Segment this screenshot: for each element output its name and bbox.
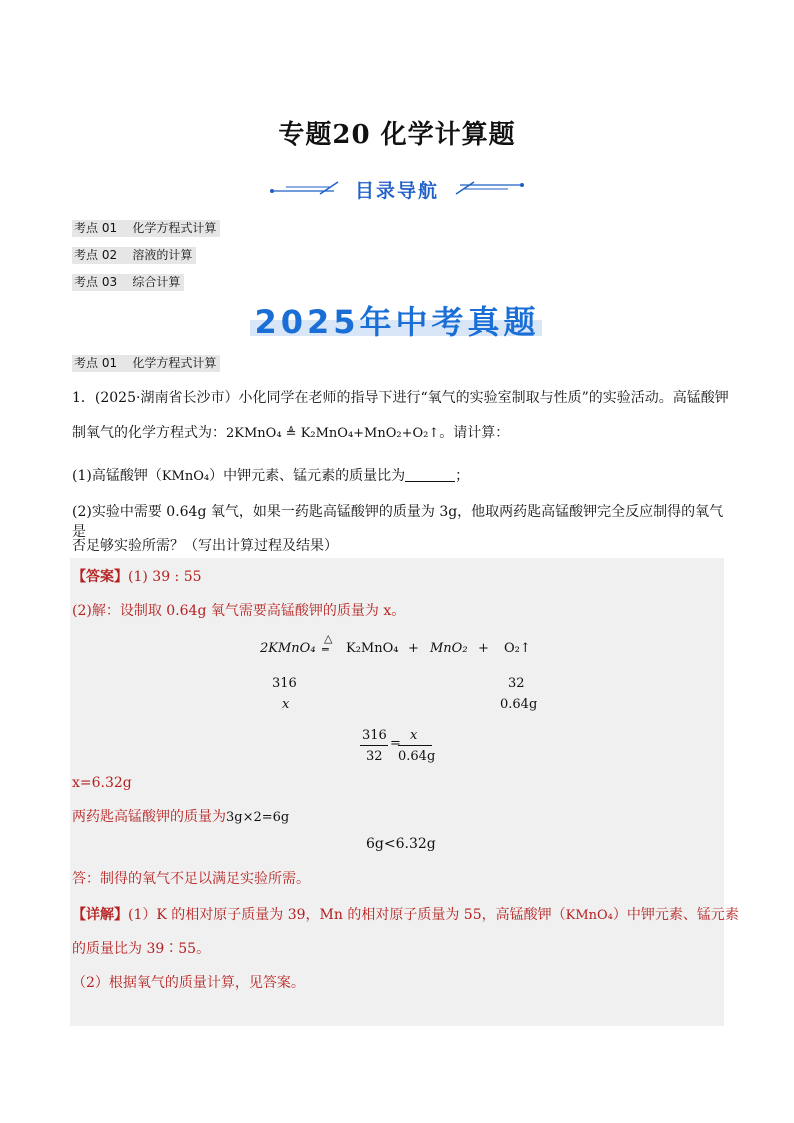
question-equation: 2KMnO₄ ≜ K₂MnO₄+MnO₂+O₂↑: [226, 426, 440, 441]
answer-blank: [405, 467, 455, 482]
section-label: 考点 01 化学方程式计算: [72, 355, 220, 372]
ratio-left-den: 32: [366, 749, 383, 764]
question-part-1: (1)高锰酸钾（KMnO₄）中钾元素、锰元素的质量比为 ；: [72, 468, 470, 484]
ratio-right-num: x: [410, 728, 418, 743]
eq-mass-reactant: 316: [272, 676, 297, 691]
ratio-equals: =: [390, 736, 401, 751]
toc-item[interactable]: 考点 01 化学方程式计算: [72, 220, 220, 237]
toc-item[interactable]: 考点 03 综合计算: [72, 274, 184, 291]
eq-product-2: MnO₂: [430, 641, 468, 656]
question-line-1: 1．(2025·湖南省长沙市）小化同学在老师的指导下进行“氧气的实验室制取与性质”的实验活动。高锰酸钾: [72, 390, 729, 406]
eq-product-1: K₂MnO₄: [346, 641, 399, 656]
question-part-2-line-2: 否足够实验所需？（写出计算过程及结果）: [72, 538, 338, 554]
eq-condition: △: [324, 632, 333, 645]
ratio-right-den: 0.64g: [398, 749, 436, 764]
detail-line-1: 【详解】(1）K 的相对原子质量为 39，Mn 的相对原子质量为 55，高锰酸钾（KMnO₄）中钾元素、锰元素: [72, 907, 739, 923]
eq-plus-1: +: [408, 641, 419, 656]
section-banner: 2025年中考真题: [254, 303, 540, 341]
ratio-right-bar: [398, 745, 432, 746]
eq-given: 0.64g: [500, 697, 538, 712]
eq-unknown: x: [282, 697, 290, 712]
eq-plus-2: +: [478, 641, 489, 656]
answer-part-2-intro: (2)解：设制取 0.64g 氧气需要高锰酸钾的质量为 x。: [72, 603, 406, 619]
answer-conclusion: 答：制得的氧气不足以满足实验所需。: [72, 871, 310, 887]
detail-line-2: 的质量比为 39∶55。: [72, 941, 211, 957]
page-title: 专题20 化学计算题: [278, 120, 516, 150]
eq-mass-o2: 32: [508, 676, 525, 691]
detail-line-3: （2）根据氧气的质量计算，见答案。: [72, 975, 305, 991]
toc-header: [0, 172, 794, 204]
toc-header-label: 目录导航: [354, 180, 439, 202]
ratio-left-bar: [360, 745, 388, 746]
toc-item[interactable]: 考点 02 溶液的计算: [72, 247, 196, 264]
eq-arrow: ═: [322, 643, 329, 656]
comparison: 6g<6.32g: [366, 836, 436, 852]
eq-product-3: O₂↑: [504, 641, 531, 656]
question-part-2-line-1: (2)实验中需要 0.64g 氧气，如果一药匙高锰酸钾的质量为 3g，他取两药匙高锰酸钾完全反应制得的氧气是: [72, 504, 724, 540]
question-line-2: 制氧气的化学方程式为：2KMnO₄ ≜ K₂MnO₄+MnO₂+O₂↑。请计算：: [72, 425, 510, 441]
answer-part-1: 【答案】(1) 39 : 55: [72, 569, 202, 585]
x-result: x=6.32g: [72, 775, 132, 791]
two-spoons-line: 两药匙高锰酸钾的质量为3g×2=6g: [72, 809, 290, 825]
eq-reactant: 2KMnO₄: [260, 641, 316, 656]
ratio-left-num: 316: [362, 728, 387, 743]
